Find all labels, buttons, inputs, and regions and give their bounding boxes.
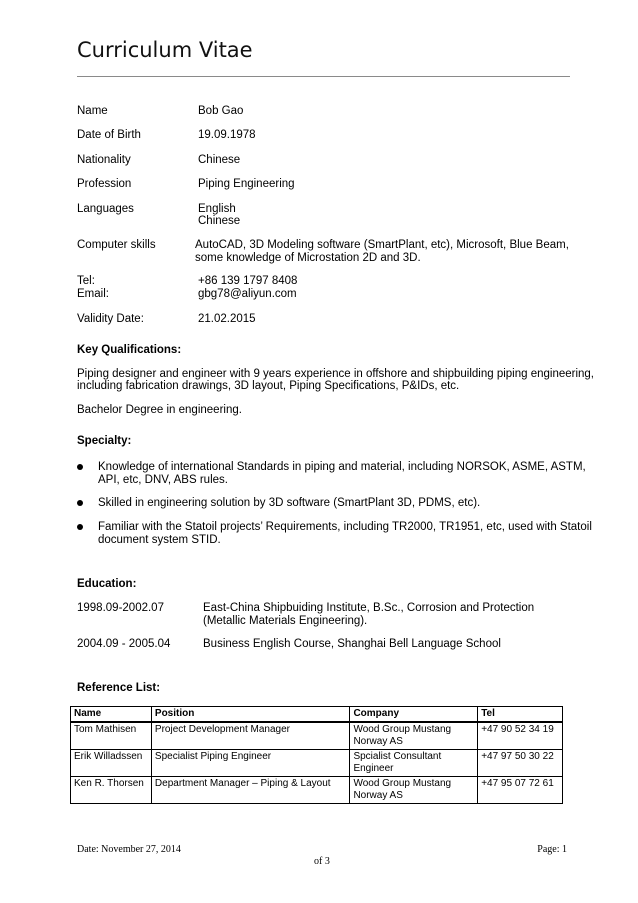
company-line-2: Norway AS xyxy=(353,790,403,801)
specialty-item-2-line-1: Skilled in engineering solution by 3D software (SmartPlant 3D, PDMS, etc). xyxy=(98,497,481,509)
bullet-icon xyxy=(77,464,83,470)
languages-value-1: English xyxy=(198,203,236,215)
nationality-label: Nationality xyxy=(77,154,131,166)
computer-skills-line-2: some knowledge of Microstation 2D and 3D. xyxy=(195,252,421,264)
bullet-icon xyxy=(77,500,83,506)
validity-value: 21.02.2015 xyxy=(198,313,256,325)
title-divider xyxy=(77,76,570,77)
validity-label: Validity Date: xyxy=(77,313,144,325)
profession-value: Piping Engineering xyxy=(198,178,295,190)
table-row xyxy=(71,750,563,777)
nationality-value: Chinese xyxy=(198,154,241,166)
page-title: Curriculum Vitae xyxy=(77,38,253,62)
email-label: Email: xyxy=(77,288,109,300)
reference-position: Project Development Manager xyxy=(151,722,350,750)
reference-name: Tom Mathisen xyxy=(71,722,152,750)
column-header-name: Name xyxy=(71,707,152,723)
education-heading: Education: xyxy=(77,578,137,590)
footer-date: Date: November 27, 2014 xyxy=(77,844,181,855)
tel-label: Tel: xyxy=(77,275,95,287)
key-qualifications-line-1: Piping designer and engineer with 9 years experience in offshore and shipbuilding piping engineering, xyxy=(77,368,595,380)
computer-skills-line-1: AutoCAD, 3D Modeling software (SmartPlant, etc), Microsoft, Blue Beam, xyxy=(195,239,569,251)
reference-name: Ken R. Thorsen xyxy=(71,777,152,804)
education-1-period: 1998.09-2002.07 xyxy=(77,602,164,614)
tel-value: +86 139 1797 8408 xyxy=(198,275,298,287)
key-qualifications-line-2: including fabrication drawings, 3D layout, Piping Specifications, P&IDs, etc. xyxy=(77,380,460,392)
languages-label: Languages xyxy=(77,203,134,215)
education-2-period: 2004.09 - 2005.04 xyxy=(77,638,171,650)
key-qualifications-heading: Key Qualifications: xyxy=(77,344,182,356)
table-row xyxy=(71,722,563,750)
reference-tel: +47 97 50 30 22 xyxy=(478,750,563,777)
dob-label: Date of Birth xyxy=(77,129,141,141)
reference-company xyxy=(350,777,478,804)
specialty-heading: Specialty: xyxy=(77,435,132,447)
specialty-item-3-line-1: Familiar with the Statoil projects’ Requirements, including TR2000, TR1951, etc, used with Statoil xyxy=(98,521,592,533)
specialty-item-1-line-2: API, etc, DNV, ABS rules. xyxy=(98,474,228,486)
specialty-item-3-line-2: document system STID. xyxy=(98,534,221,546)
reference-heading: Reference List: xyxy=(77,682,161,694)
profession-label: Profession xyxy=(77,178,132,190)
reference-table xyxy=(70,706,563,804)
name-value: Bob Gao xyxy=(198,105,244,117)
email-value: gbg78@aliyun.com xyxy=(198,288,297,300)
table-row xyxy=(71,777,563,804)
reference-tel: +47 90 52 34 19 xyxy=(478,722,563,750)
column-header-position: Position xyxy=(151,707,350,723)
dob-value: 19.09.1978 xyxy=(198,129,256,141)
computer-skills-label: Computer skills xyxy=(77,239,156,251)
name-label: Name xyxy=(77,105,108,117)
reference-company xyxy=(350,722,478,750)
column-header-tel: Tel xyxy=(478,707,563,723)
company-line-2: Norway AS xyxy=(353,736,403,747)
reference-position: Specialist Piping Engineer xyxy=(151,750,350,777)
reference-tel: +47 95 07 72 61 xyxy=(478,777,563,804)
reference-name: Erik Willadssen xyxy=(71,750,152,777)
bullet-icon xyxy=(77,524,83,530)
specialty-item-1-line-1: Knowledge of international Standards in piping and material, including NORSOK, ASME, ASTM, xyxy=(98,461,586,473)
reference-position: Department Manager – Piping & Layout xyxy=(151,777,350,804)
education-1-line-2: (Metallic Materials Engineering). xyxy=(203,615,368,627)
education-1-line-1: East-China Shipbuiding Institute, B.Sc., Corrosion and Protection xyxy=(203,602,535,614)
footer-page: Page: 1 xyxy=(537,844,567,855)
company-line-1: Wood Group Mustang xyxy=(353,778,452,789)
company-line-2: Engineer xyxy=(353,763,394,774)
footer-page-count: of 3 xyxy=(314,856,330,867)
company-line-1: Wood Group Mustang xyxy=(353,724,452,735)
column-header-company: Company xyxy=(350,707,478,723)
education-2-line-1: Business English Course, Shanghai Bell Language School xyxy=(203,638,501,650)
reference-header-row xyxy=(71,707,563,723)
company-line-1: Spcialist Consultant xyxy=(353,751,442,762)
reference-company xyxy=(350,750,478,777)
languages-value-2: Chinese xyxy=(198,215,241,227)
key-qualifications-degree: Bachelor Degree in engineering. xyxy=(77,404,242,416)
